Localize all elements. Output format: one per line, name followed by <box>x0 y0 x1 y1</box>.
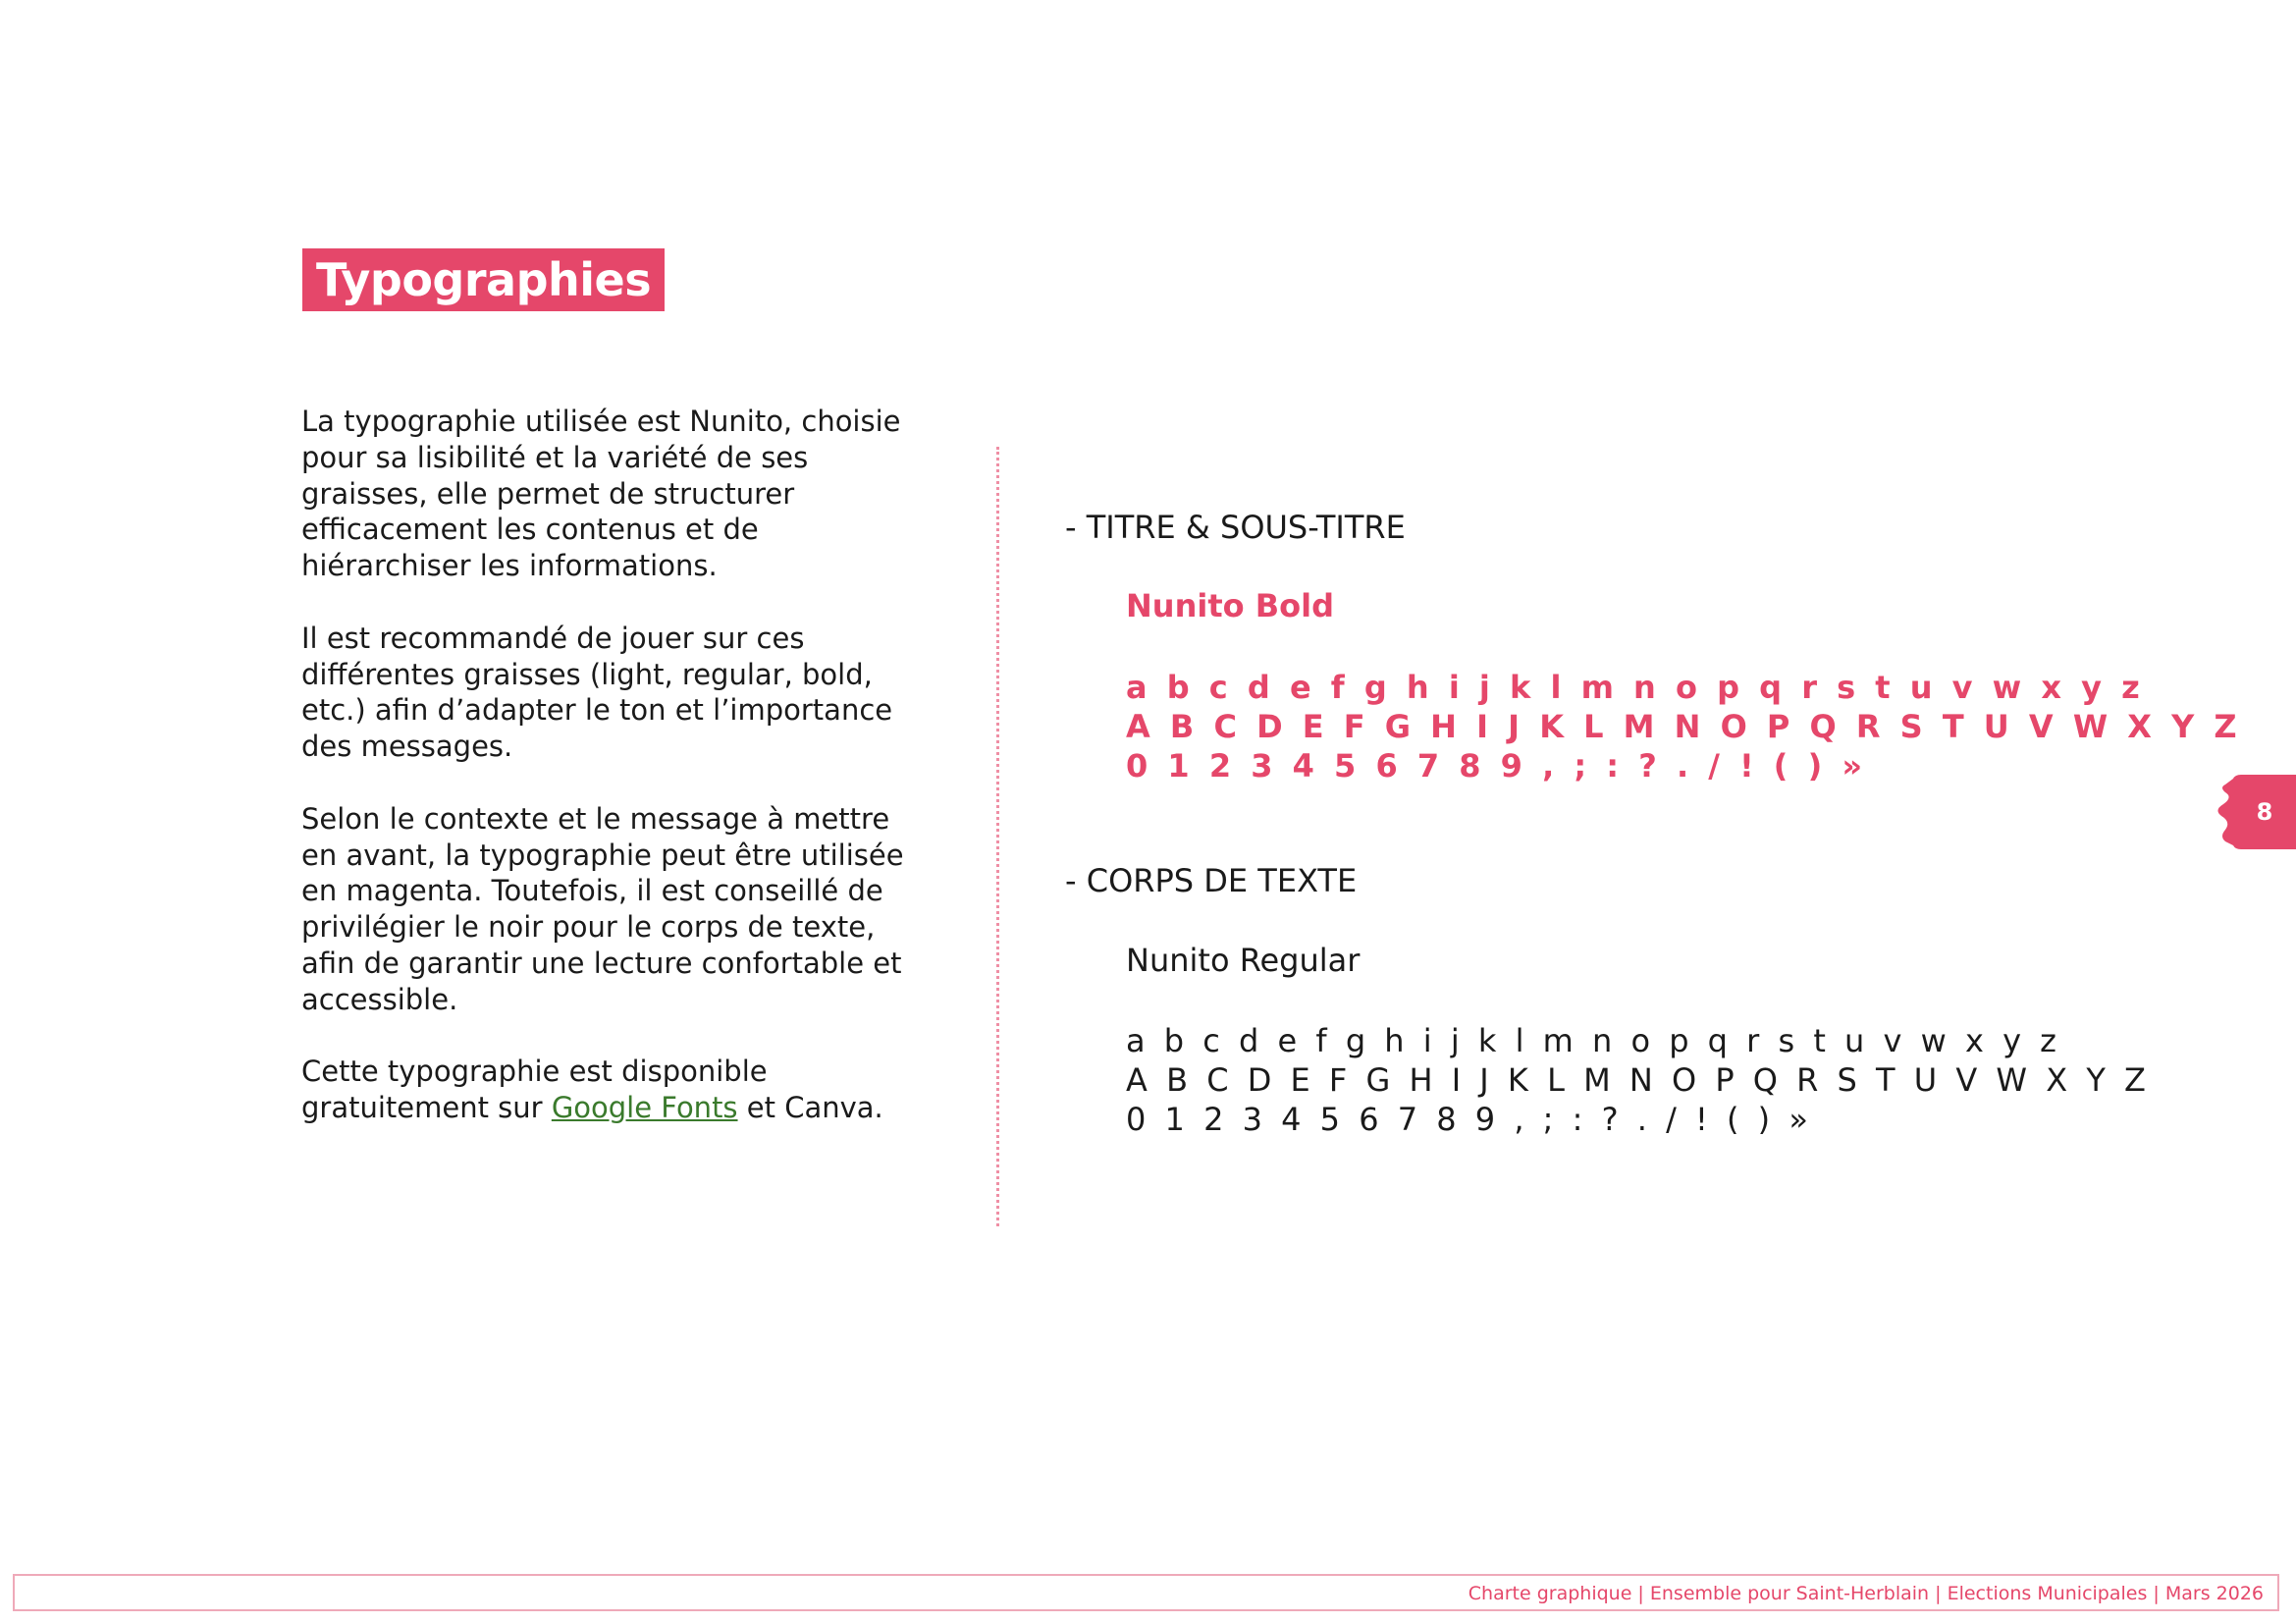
google-fonts-link[interactable]: Google Fonts <box>551 1091 738 1125</box>
column-divider <box>996 447 999 1226</box>
body-digits: 0 1 2 3 4 5 6 7 8 9 , ; : ? . / ! ( ) » <box>1126 1101 1813 1138</box>
heading-uppercase: A B C D E F G H I J K L M N O P Q R S T U V W X Y Z <box>1126 708 2242 745</box>
heading-glyph-specimen <box>1126 668 2241 785</box>
footer-text: Charte graphique | Ensemble pour Saint-Herblain | Elections Municipales | Mars 2026 <box>1468 1583 2264 1604</box>
page-number-tab <box>2212 775 2296 849</box>
footer-bar <box>13 1574 2279 1611</box>
availability-text-end: et Canva. <box>746 1091 883 1125</box>
body-font-name: Nunito Regular <box>1126 942 1361 979</box>
heading-digits: 0 1 2 3 4 5 6 7 8 9 , ; : ? . / ! ( ) » <box>1126 747 1867 785</box>
page-title: Typographies <box>302 248 665 311</box>
availability-text: Cette typographie est disponible gratuitement sur <box>301 1055 768 1125</box>
body-section-label: - CORPS DE TEXTE <box>1065 862 1358 899</box>
intro-text <box>301 404 930 1163</box>
body-uppercase: A B C D E F G H I J K L M N O P Q R S T U V W X Y Z <box>1126 1061 2151 1099</box>
intro-paragraph-1: La typographie utilisée est Nunito, choisie pour sa lisibilité et la variété de ses graisses, elle permet de structurer efficacement les contenus et de hiérarchiser les informations. <box>301 405 901 583</box>
heading-lowercase: a b c d e f g h i j k l m n o p q r s t u v w x y z <box>1126 669 2145 706</box>
page-number: 8 <box>2256 798 2273 826</box>
intro-paragraph-3: Selon le contexte et le message à mettre en avant, la typographie peut être utilisée en magenta. Toutefois, il est conseillé de privilégier le noir pour le corps de texte, afin de garantir une lecture confortable et accessible. <box>301 801 904 1016</box>
heading-section-label: - TITRE & SOUS-TITRE <box>1065 509 1406 546</box>
intro-paragraph-2: Il est recommandé de jouer sur ces différentes graisses (light, regular, bold, etc.) afin d’adapter le ton et l’importance des messages. <box>301 621 893 764</box>
heading-font-name: Nunito Bold <box>1126 587 1334 624</box>
body-lowercase: a b c d e f g h i j k l m n o p q r s t u v w x y z <box>1126 1022 2061 1059</box>
intro-paragraph-4 <box>301 1054 930 1126</box>
body-glyph-specimen <box>1126 1021 2150 1139</box>
